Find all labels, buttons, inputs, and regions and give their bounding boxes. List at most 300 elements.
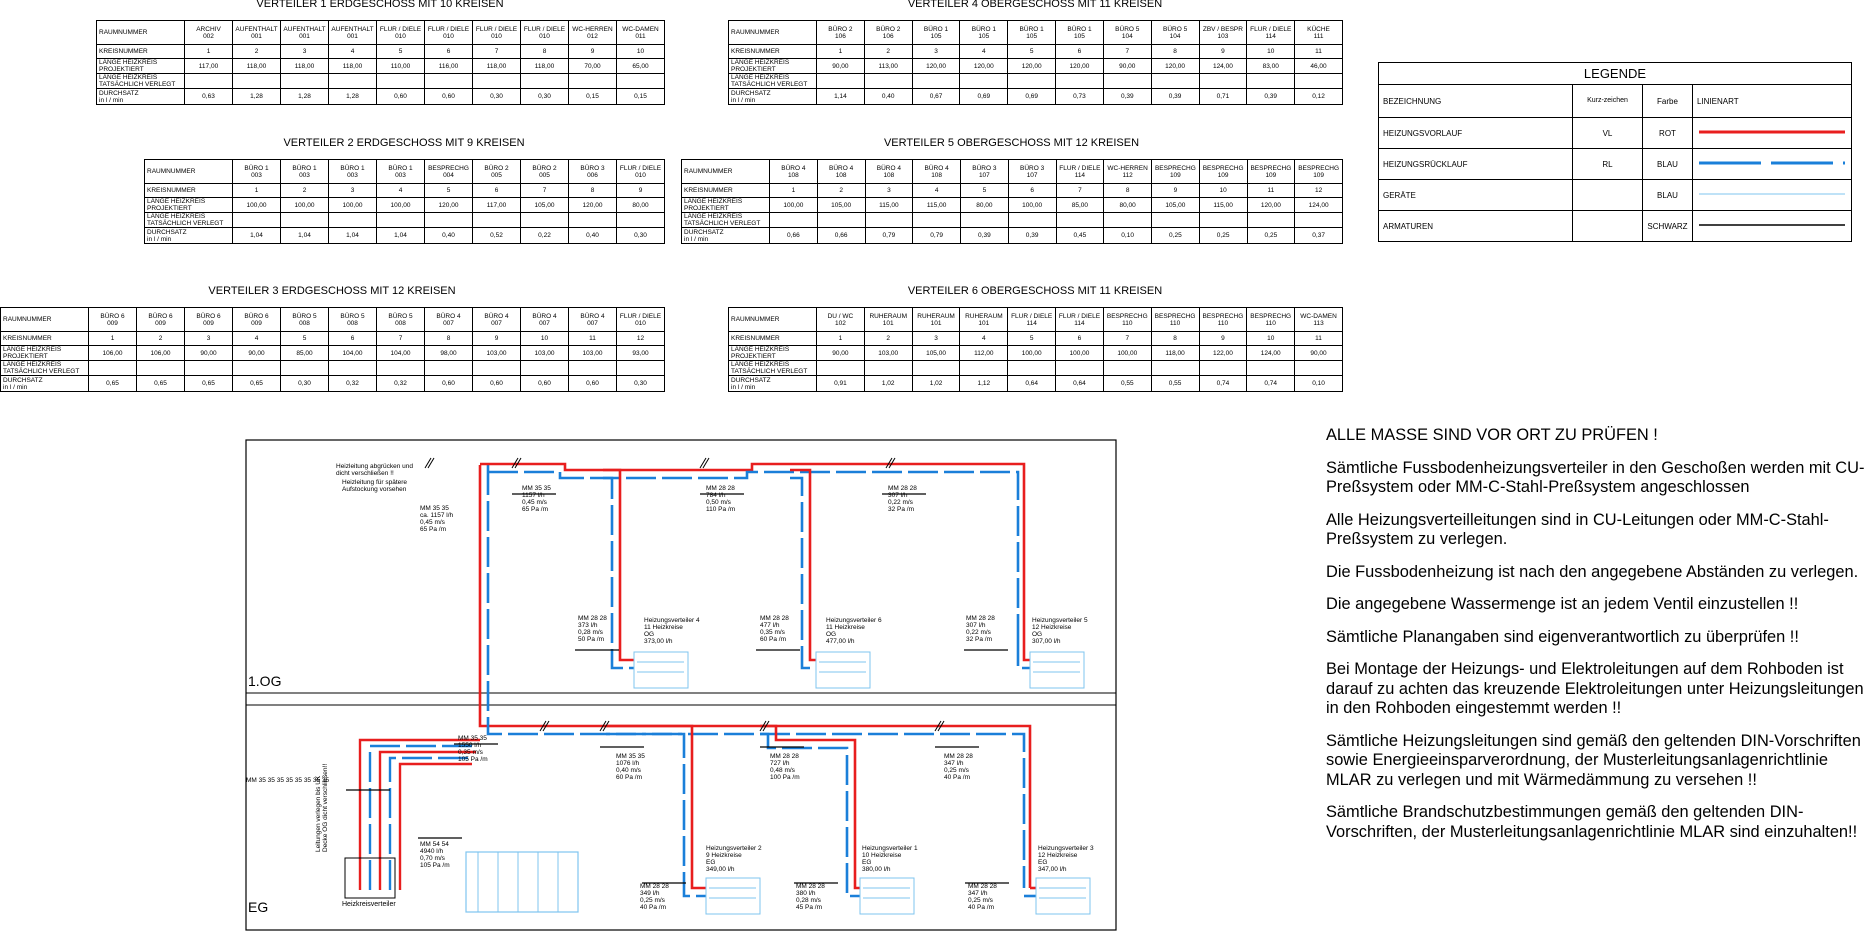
raum-cell: BESPRECHG 109 <box>1199 160 1247 184</box>
laenge-cell: 100,00 <box>1008 198 1056 213</box>
pipe-label: 307 l/h <box>966 622 986 629</box>
note-paragraph: Alle Heizungsverteilleitungen sind in CU-Leitungen oder MM-C-Stahl-Preßsystem zu verlegen. <box>1326 510 1829 548</box>
kreis-cell: 11 <box>1247 184 1295 198</box>
durchsatz-cell: 0,60 <box>521 376 569 392</box>
raum-label: RAUMNUMMER <box>729 21 817 45</box>
kreis-cell: 7 <box>377 332 425 346</box>
raum-cell: ARCHIV 002 <box>185 21 233 45</box>
kreis-cell: 1 <box>817 332 865 346</box>
raum-cell: RUHERAUM 101 <box>960 308 1008 332</box>
kreis-cell: 1 <box>89 332 137 346</box>
durchsatz-cell: 0,40 <box>425 228 473 244</box>
pipe-label: 0,22 m/s <box>888 499 913 506</box>
durchsatz-cell: 0,66 <box>817 228 865 244</box>
durchsatz-cell: 0,30 <box>281 376 329 392</box>
kreis-cell: 9 <box>473 332 521 346</box>
durchsatz-cell: 0,10 <box>1104 228 1152 244</box>
laenge-cell: 98,00 <box>425 346 473 361</box>
kreis-cell: 12 <box>1295 184 1343 198</box>
note-abbruch: Heizleitung abgrücken und <box>336 463 413 470</box>
vorlauf-pipe <box>1024 636 1030 660</box>
durchsatz-label: DURCHSATZ in l / min <box>682 228 770 244</box>
laenge-cell: 118,00 <box>233 59 281 74</box>
note-vertical: Decke OG dicht verschließen!! <box>322 763 329 852</box>
note-vertical: Leitungen verlegen bis UK <box>315 775 322 852</box>
raum-cell: WC-DAMEN 011 <box>617 21 665 45</box>
laenge-cell: 90,00 <box>233 346 281 361</box>
pipe-label: MM 28 28 <box>640 883 669 890</box>
kreis-cell: 3 <box>281 45 329 59</box>
raum-cell: FLUR / DIELE 010 <box>473 21 521 45</box>
schematic-frame <box>246 440 1116 930</box>
raum-label: RAUMNUMMER <box>729 308 817 332</box>
pipe-labels <box>246 463 1094 911</box>
laenge-cell: 104,00 <box>377 346 425 361</box>
laenge-cell: 85,00 <box>1056 198 1104 213</box>
kreis-cell: 2 <box>864 45 912 59</box>
note-abbruch: dicht verschließen !! <box>336 470 394 477</box>
kreis-cell: 11 <box>1295 45 1343 59</box>
laenge-cell: 118,00 <box>521 59 569 74</box>
kreis-cell: 1 <box>817 45 865 59</box>
laenge-cell: 115,00 <box>913 198 961 213</box>
durchsatz-cell: 0,60 <box>425 376 473 392</box>
verteiler-eg-label: 9 Heizkreise <box>706 852 742 859</box>
verteiler-eg-label: 380,00 l/h <box>862 866 891 873</box>
kreis-cell: 11 <box>1295 332 1343 346</box>
kreis-cell: 8 <box>425 332 473 346</box>
laenge-cell: 70,00 <box>569 59 617 74</box>
pipe-label: MM 28 28 <box>796 883 825 890</box>
legend-farbe: SCHWARZ <box>1643 211 1693 242</box>
pipe-label: 32 Pa /m <box>888 506 915 513</box>
laenge-cell: 46,00 <box>1295 59 1343 74</box>
laenge-cell: 93,00 <box>617 346 665 361</box>
durchsatz-cell: 0,64 <box>1056 376 1104 392</box>
pipe-label: MM 28 28 <box>760 615 789 622</box>
raum-cell: BÜRO 3 107 <box>1008 160 1056 184</box>
raum-cell: BESPRECHG 110 <box>1199 308 1247 332</box>
kreis-cell: 10 <box>521 332 569 346</box>
laenge-cell: 118,00 <box>281 59 329 74</box>
durchsatz-cell: 0,60 <box>473 376 521 392</box>
pipe-label: 1157 l/h <box>522 492 545 499</box>
pipe-label: 32 Pa /m <box>966 636 993 643</box>
pipe-break-mark <box>428 458 434 468</box>
durchsatz-cell: 0,39 <box>961 228 1009 244</box>
kreis-cell: 6 <box>1056 332 1104 346</box>
raum-cell: BÜRO 6 009 <box>233 308 281 332</box>
laenge-cell: 85,00 <box>281 346 329 361</box>
laenge-cell: 118,00 <box>329 59 377 74</box>
verteiler-og-label: Heizungsverteiler 5 <box>1032 617 1088 624</box>
durchsatz-cell: 0,74 <box>1247 376 1295 392</box>
pipe-label: 0,28 m/s <box>796 897 821 904</box>
durchsatz-label: DURCHSATZ in l / min <box>145 228 233 244</box>
kreis-cell: 6 <box>473 184 521 198</box>
raum-cell: AUFENTHALT 001 <box>281 21 329 45</box>
raum-cell: RUHERAUM 101 <box>864 308 912 332</box>
laenge-cell: 105,00 <box>1152 198 1200 213</box>
kreis-cell: 9 <box>569 45 617 59</box>
durchsatz-cell: 0,40 <box>864 89 912 105</box>
raum-cell: FLUR / DIELE 010 <box>425 21 473 45</box>
laenge-cell: 106,00 <box>89 346 137 361</box>
laenge-cell: 104,00 <box>329 346 377 361</box>
durchsatz-cell: 0,65 <box>185 376 233 392</box>
kreis-label: KREISNUMMER <box>729 45 817 59</box>
legend-title: LEGENDE <box>1379 63 1852 85</box>
durchsatz-cell: 0,91 <box>817 376 865 392</box>
pipe-label-og-main: ca. 1157 l/h <box>420 512 454 519</box>
laenge-cell: 118,00 <box>473 59 521 74</box>
pipe-label: 40 Pa /m <box>944 774 971 781</box>
kreis-cell: 1 <box>185 45 233 59</box>
legend-kurz: VL <box>1573 118 1643 149</box>
tatsaechlich-label: LÄNGE HEIZKREIS TATSÄCHLICH VERLEGT <box>682 213 770 228</box>
kreis-cell: 4 <box>960 332 1008 346</box>
durchsatz-cell: 1,28 <box>281 89 329 105</box>
kreis-cell: 7 <box>1103 45 1151 59</box>
verteiler-eg-label: 347,00 l/h <box>1038 866 1067 873</box>
pipe-label: 349 l/h <box>640 890 660 897</box>
durchsatz-cell: 1,02 <box>864 376 912 392</box>
durchsatz-cell: 1,04 <box>233 228 281 244</box>
verteiler-og-label: 11 Heizkreise <box>826 624 865 631</box>
laenge-cell: 120,00 <box>1247 198 1295 213</box>
raum-cell: BÜRO 4 108 <box>817 160 865 184</box>
raum-cell: BÜRO 4 108 <box>770 160 818 184</box>
pipe-label-og-main: MM 35 35 <box>420 505 449 512</box>
kreis-cell: 1 <box>233 184 281 198</box>
pipe-break-mark <box>700 458 706 468</box>
laenge-cell: 120,00 <box>425 198 473 213</box>
pipe-label: MM 28 28 <box>944 753 973 760</box>
legend-header-linienart: LINIENART <box>1693 85 1852 118</box>
pipe-label: 50 Pa /m <box>578 636 605 643</box>
pipe-label: 0,25 m/s <box>944 767 969 774</box>
raum-cell: BÜRO 2 005 <box>473 160 521 184</box>
durchsatz-cell: 1,04 <box>377 228 425 244</box>
kreis-cell: 7 <box>1103 332 1151 346</box>
verteiler-3-title: VERTEILER 3 ERDGESCHOSS MIT 12 KREISEN <box>208 285 456 297</box>
raum-cell: BÜRO 4 108 <box>865 160 913 184</box>
kreis-label: KREISNUMMER <box>1 332 89 346</box>
raum-cell: BÜRO 3 006 <box>569 160 617 184</box>
raum-cell: AUFENTHALT 001 <box>329 21 377 45</box>
raum-cell: BÜRO 5 104 <box>1151 21 1199 45</box>
pipe-label: 0,22 m/s <box>966 629 991 636</box>
kreis-cell: 10 <box>1199 184 1247 198</box>
kreis-cell: 10 <box>617 45 665 59</box>
verteiler-eg-label: EG <box>1038 859 1048 866</box>
laenge-cell: 100,00 <box>377 198 425 213</box>
raum-cell: BÜRO 2 106 <box>864 21 912 45</box>
laenge-cell: 80,00 <box>961 198 1009 213</box>
kreis-cell: 7 <box>521 184 569 198</box>
legend-header-bezeichnung: BEZEICHNUNG <box>1379 85 1573 118</box>
durchsatz-cell: 0,39 <box>1008 228 1056 244</box>
ruecklauf-pipe <box>790 478 816 668</box>
kreis-cell: 9 <box>617 184 665 198</box>
pipe-label-mm35-row: MM 35 35 35 35 35 35 35 35 <box>246 777 330 784</box>
raum-cell: BÜRO 5 008 <box>377 308 425 332</box>
kreis-label: KREISNUMMER <box>97 45 185 59</box>
kreis-cell: 6 <box>1008 184 1056 198</box>
raum-cell: BÜRO 5 104 <box>1103 21 1151 45</box>
kreis-cell: 2 <box>817 184 865 198</box>
note-spaeter: Heizleitung für spätere <box>342 479 408 486</box>
raum-cell: BÜRO 6 009 <box>137 308 185 332</box>
tatsaechlich-label: LÄNGE HEIZKREIS TATSÄCHLICH VERLEGT <box>729 74 817 89</box>
vorlauf-pipe <box>760 726 860 888</box>
note-paragraph: Sämtliche Heizungsleitungen sind gemäß den geltenden DIN-Vorschriften sowie Energieeinsparverordnung, der Musterleitungsanlagenrichtlinie MLAR zu verlegen und mit Wärmedämmung zu versehen !! <box>1326 731 1861 789</box>
raum-label: RAUMNUMMER <box>97 21 185 45</box>
laenge-cell: 105,00 <box>817 198 865 213</box>
pipe-label: MM 28 28 <box>578 615 607 622</box>
note-paragraph: ALLE MASSE SIND VOR ORT ZU PRÜFEN ! <box>1326 426 1658 444</box>
kreis-cell: 4 <box>960 45 1008 59</box>
durchsatz-cell: 0,66 <box>770 228 818 244</box>
kreis-cell: 1 <box>770 184 818 198</box>
heizungsverteiler-og <box>816 652 870 688</box>
kreis-label: KREISNUMMER <box>682 184 770 198</box>
laenge-cell: 124,00 <box>1295 198 1343 213</box>
laenge-label: LÄNGE HEIZKREIS PROJEKTIERT <box>1 346 89 361</box>
kreis-cell: 8 <box>1104 184 1152 198</box>
heizungsverteiler-og <box>1030 652 1084 688</box>
raum-cell: KÜCHE 111 <box>1295 21 1343 45</box>
vorlauf-pipe <box>380 752 476 890</box>
verteiler-4-title: VERTEILER 4 OBERGESCHOSS MIT 11 KREISEN <box>907 0 1163 10</box>
heizungsverteiler-eg <box>860 878 914 914</box>
legend-header-kurzzeichen: Kurz-zeichen <box>1573 85 1643 118</box>
durchsatz-cell: 0,39 <box>1151 89 1199 105</box>
kreis-cell: 5 <box>1008 332 1056 346</box>
durchsatz-cell: 0,30 <box>617 228 665 244</box>
raum-cell: BÜRO 1 003 <box>329 160 377 184</box>
pipe-label-eg-main: 105 Pa /m <box>420 862 450 869</box>
raum-cell: BESPRECHG 004 <box>425 160 473 184</box>
raum-cell: BÜRO 1 105 <box>1056 21 1104 45</box>
durchsatz-label: DURCHSATZ in l / min <box>97 89 185 105</box>
raum-cell: AUFENTHALT 001 <box>233 21 281 45</box>
durchsatz-cell: 0,39 <box>1103 89 1151 105</box>
floor-label-eg: EG <box>248 899 269 915</box>
kreis-cell: 9 <box>1152 184 1200 198</box>
laenge-cell: 65,00 <box>617 59 665 74</box>
verteiler-og-label: OG <box>644 631 655 638</box>
laenge-cell: 110,00 <box>377 59 425 74</box>
laenge-cell: 124,00 <box>1247 346 1295 361</box>
heizungsverteiler-eg <box>706 878 760 914</box>
durchsatz-label: DURCHSATZ in l / min <box>1 376 89 392</box>
legend-name: HEIZUNGSVORLAUF <box>1379 118 1573 149</box>
verteiler-eg-label: Heizungsverteiler 2 <box>706 845 762 852</box>
verteiler-eg-label: Heizungsverteiler 3 <box>1038 845 1094 852</box>
durchsatz-cell: 1,04 <box>329 228 377 244</box>
raum-cell: BÜRO 1 003 <box>377 160 425 184</box>
durchsatz-cell: 0,25 <box>1152 228 1200 244</box>
raum-cell: BÜRO 4 007 <box>425 308 473 332</box>
verteiler-og-label: Heizungsverteiler 6 <box>826 617 882 624</box>
pipe-label-og-main: 0,45 m/s <box>420 519 445 526</box>
laenge-cell: 80,00 <box>617 198 665 213</box>
durchsatz-cell: 0,40 <box>569 228 617 244</box>
durchsatz-cell: 0,45 <box>1056 228 1104 244</box>
legend-farbe: BLAU <box>1643 149 1693 180</box>
durchsatz-cell: 1,04 <box>281 228 329 244</box>
raum-cell: BÜRO 4 007 <box>569 308 617 332</box>
durchsatz-cell: 0,79 <box>865 228 913 244</box>
pipe-label: 0,45 m/s <box>522 499 547 506</box>
durchsatz-cell: 0,25 <box>1199 228 1247 244</box>
pipe-label-eg-main: 0,70 m/s <box>420 855 445 862</box>
kreis-cell: 4 <box>377 184 425 198</box>
durchsatz-cell: 0,55 <box>1103 376 1151 392</box>
pipe-label: 0,25 m/s <box>968 897 993 904</box>
pipe-label: 0,50 m/s <box>706 499 731 506</box>
durchsatz-cell: 0,69 <box>1008 89 1056 105</box>
note-paragraph: Die Fussbodenheizung ist nach den angegebene Abständen zu verlegen. <box>1326 562 1859 581</box>
durchsatz-cell: 0,71 <box>1199 89 1247 105</box>
kreis-cell: 5 <box>1008 45 1056 59</box>
pipe-label: 0,40 m/s <box>616 767 641 774</box>
pipe-label: 40 Pa /m <box>968 904 995 911</box>
durchsatz-cell: 1,28 <box>233 89 281 105</box>
note-paragraph: Bei Montage der Heizungs- und Elektroleitungen auf dem Rohboden ist darauf zu achten das kreuzende Elektroleitungen unter Heizungsleitungen in den Rohboden eingestemmt werden !! <box>1326 660 1864 717</box>
durchsatz-label: DURCHSATZ in l / min <box>729 376 817 392</box>
ruecklauf-pipe <box>488 718 1024 888</box>
durchsatz-cell: 0,12 <box>1295 89 1343 105</box>
raum-cell: BÜRO 2 106 <box>817 21 865 45</box>
pipe-label: 347 l/h <box>968 890 988 897</box>
raum-cell: ZBV / BESPR 103 <box>1199 21 1247 45</box>
raum-cell: FLUR / DIELE 010 <box>377 21 425 45</box>
kreis-cell: 11 <box>569 332 617 346</box>
legend-header-farbe: Farbe <box>1643 85 1693 118</box>
note-paragraph: Sämtliche Fussbodenheizungsverteiler in den Geschoßen werden mit CU-Preßsystem oder MM-C-Stahl-Preßsystem angeschlossen <box>1326 458 1865 496</box>
raum-cell: FLUR / DIELE 010 <box>617 160 665 184</box>
laenge-cell: 120,00 <box>960 59 1008 74</box>
kreis-cell: 8 <box>1151 45 1199 59</box>
durchsatz-cell: 0,30 <box>473 89 521 105</box>
raum-cell: BESPRECHG 109 <box>1152 160 1200 184</box>
durchsatz-cell: 0,37 <box>1295 228 1343 244</box>
laenge-cell: 117,00 <box>473 198 521 213</box>
durchsatz-cell: 0,60 <box>425 89 473 105</box>
raum-cell: BESPRECHG 110 <box>1103 308 1151 332</box>
kreis-label: KREISNUMMER <box>729 332 817 346</box>
durchsatz-cell: 0,65 <box>89 376 137 392</box>
pipe-label: 40 Pa /m <box>640 904 667 911</box>
raum-cell: BÜRO 2 005 <box>521 160 569 184</box>
durchsatz-cell: 0,32 <box>329 376 377 392</box>
heizungsverteiler-og <box>634 652 688 688</box>
laenge-cell: 118,00 <box>1151 346 1199 361</box>
raum-cell: WC-HERREN 112 <box>1104 160 1152 184</box>
vorlauf-pipe <box>480 718 1030 888</box>
laenge-cell: 90,00 <box>817 59 865 74</box>
pipe-label: 380 l/h <box>796 890 816 897</box>
kreis-cell: 8 <box>1151 332 1199 346</box>
verteiler-og-label: OG <box>1032 631 1043 638</box>
kreis-cell: 3 <box>912 45 960 59</box>
pipe-label: MM 35 35 <box>522 485 551 492</box>
pipe-label: 0,48 m/s <box>770 767 795 774</box>
laenge-cell: 105,00 <box>912 346 960 361</box>
pipe-label: 65 Pa /m <box>522 506 549 513</box>
verteiler-og-label: 12 Heizkreise <box>1032 624 1072 631</box>
raum-cell: FLUR / DIELE 114 <box>1247 21 1295 45</box>
kreis-cell: 3 <box>865 184 913 198</box>
laenge-cell: 124,00 <box>1199 59 1247 74</box>
durchsatz-cell: 0,22 <box>521 228 569 244</box>
raum-cell: BÜRO 1 105 <box>912 21 960 45</box>
kreis-cell: 9 <box>1199 45 1247 59</box>
durchsatz-cell: 0,25 <box>1247 228 1295 244</box>
laenge-cell: 120,00 <box>1008 59 1056 74</box>
note-spaeter: Aufstockung vorsehen <box>342 486 407 493</box>
laenge-cell: 103,00 <box>569 346 617 361</box>
raum-cell: BÜRO 1 105 <box>1008 21 1056 45</box>
kreis-label: KREISNUMMER <box>145 184 233 198</box>
kreis-cell: 5 <box>961 184 1009 198</box>
pipe-label: 1076 l/h <box>616 760 640 767</box>
pipe-label: 477 l/h <box>760 622 780 629</box>
pipe-label: 1550 l/h <box>458 742 482 749</box>
durchsatz-cell: 0,65 <box>137 376 185 392</box>
pipe-label: MM 28 28 <box>968 883 997 890</box>
heizkreisverteiler-label: Heizkreisverteiler <box>342 901 396 908</box>
note-paragraph: Sämtliche Brandschutzbestimmungen gemäß den geltenden DIN-Vorschriften, der Musterleitungsanlagenrichtlinie MLAR sind einzuhalten!! <box>1326 803 1858 841</box>
laenge-cell: 90,00 <box>1103 59 1151 74</box>
verteiler-og-label: Heizungsverteiler 4 <box>644 617 700 624</box>
laenge-cell: 122,00 <box>1199 346 1247 361</box>
vorlauf-pipe <box>480 464 1024 636</box>
raum-cell: FLUR / DIELE 114 <box>1056 160 1104 184</box>
laenge-cell: 80,00 <box>1104 198 1152 213</box>
pipe-label: 727 l/h <box>770 760 790 767</box>
pipe-label: 45 Pa /m <box>796 904 823 911</box>
raum-cell: BÜRO 1 003 <box>233 160 281 184</box>
raum-cell: BÜRO 5 008 <box>281 308 329 332</box>
laenge-label: LÄNGE HEIZKREIS PROJEKTIERT <box>145 198 233 213</box>
kreis-cell: 5 <box>281 332 329 346</box>
laenge-label: LÄNGE HEIZKREIS PROJEKTIERT <box>97 59 185 74</box>
laenge-cell: 120,00 <box>569 198 617 213</box>
laenge-cell: 100,00 <box>770 198 818 213</box>
laenge-cell: 90,00 <box>185 346 233 361</box>
laenge-cell: 90,00 <box>1295 346 1343 361</box>
durchsatz-cell: 0,63 <box>185 89 233 105</box>
durchsatz-cell: 0,55 <box>1151 376 1199 392</box>
durchsatz-cell: 0,65 <box>233 376 281 392</box>
raum-cell: BESPRECHG 109 <box>1247 160 1295 184</box>
legend-name: GERÄTE <box>1379 180 1573 211</box>
laenge-cell: 100,00 <box>1056 346 1104 361</box>
pipe-label: MM 35 35 <box>616 753 645 760</box>
durchsatz-label: DURCHSATZ in l / min <box>729 89 817 105</box>
durchsatz-cell: 0,15 <box>569 89 617 105</box>
laenge-cell: 116,00 <box>425 59 473 74</box>
kreis-cell: 10 <box>1247 332 1295 346</box>
laenge-cell: 100,00 <box>329 198 377 213</box>
verteiler-5-title: VERTEILER 5 OBERGESCHOSS MIT 12 KREISEN <box>883 137 1140 149</box>
raum-label: RAUMNUMMER <box>145 160 233 184</box>
laenge-cell: 83,00 <box>1247 59 1295 74</box>
tatsaechlich-label: LÄNGE HEIZKREIS TATSÄCHLICH VERLEGT <box>729 361 817 376</box>
